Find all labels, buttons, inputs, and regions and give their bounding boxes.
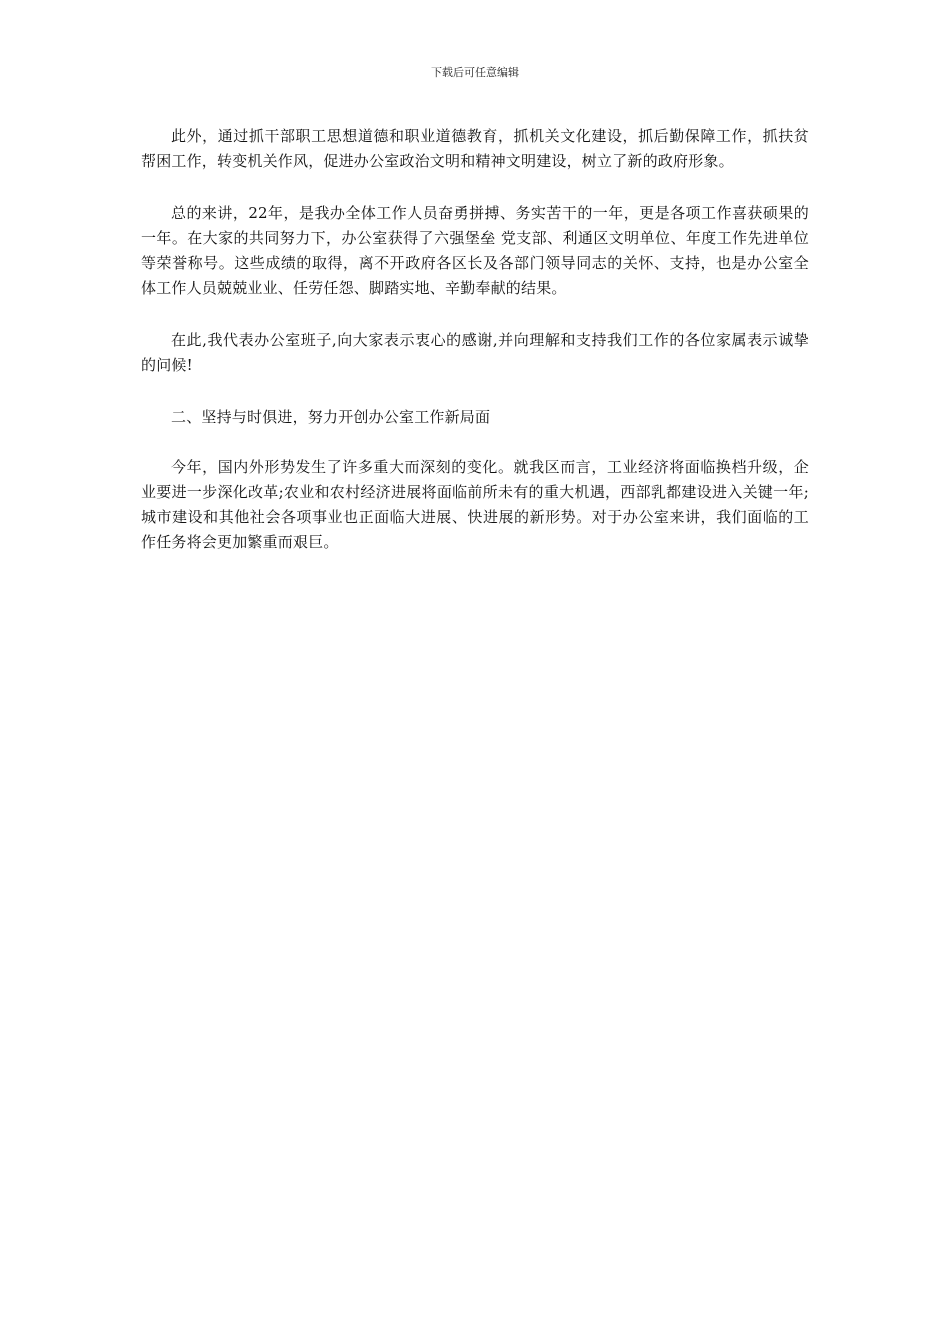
paragraph-summary: 总的来讲，22年，是我办全体工作人员奋勇拼搏、务实苦干的一年，更是各项工作喜获硕果的一年。在大家的共同努力下，办公室获得了六强堡垒 党支部、利通区文明单位、年度工作先进单位等荣誉称号。这些成绩的取得，离不开政府各区长及各部门领导同志的关怀、支持，也是办公室全体工作人员兢兢业业、任劳任怨、脚踏实地、辛勤奉献的结果。 xyxy=(141,204,809,297)
document-body xyxy=(141,124,809,582)
section-heading: 二、坚持与时俱进，努力开创办公室工作新局面 xyxy=(171,408,491,426)
paragraph-thanks: 在此,我代表办公室班子,向大家表示衷心的感谢,并向理解和支持我们工作的各位家属表示诚挚的问候! xyxy=(141,331,809,374)
page-header: 下载后可任意编辑 xyxy=(431,66,519,79)
paragraph-discipline: 此外，通过抓干部职工思想道德和职业道德教育，抓机关文化建设，抓后勤保障工作，抓扶贫帮困工作，转变机关作风，促进办公室政治文明和精神文明建设，树立了新的政府形象。 xyxy=(141,127,809,170)
paragraph-outlook: 今年，国内外形势发生了许多重大而深刻的变化。就我区而言，工业经济将面临换档升级，企业要进一步深化改革;农业和农村经济进展将面临前所未有的重大机遇，西部乳都建设进入关键一年;城市建设和其他社会各项事业也正面临大进展、快进展的新形势。对于办公室来讲，我们面临的工作任务将会更加繁重而艰巨。 xyxy=(141,458,809,551)
